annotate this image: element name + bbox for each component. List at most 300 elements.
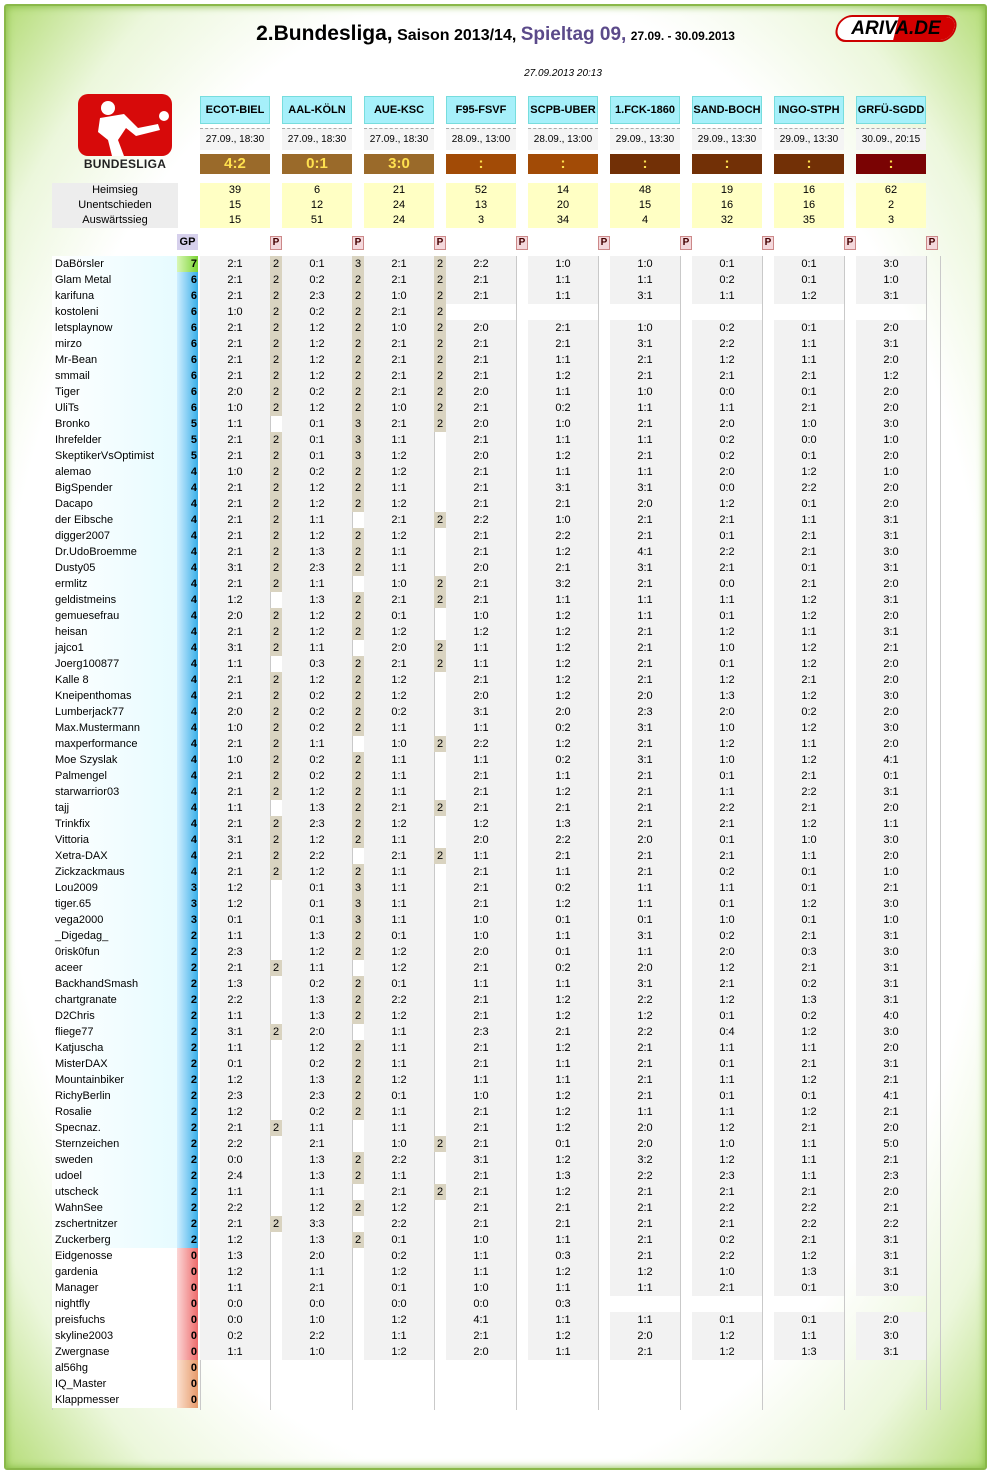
away-win-count: 35 <box>774 213 844 228</box>
tip-cell: 2:1 <box>200 768 270 784</box>
tip-cell: 0:2 <box>528 960 598 976</box>
tip-cell: 1:1 <box>364 1104 434 1120</box>
player-row <box>52 1168 940 1184</box>
tip-cell: 2:1 <box>610 864 680 880</box>
player-name[interactable]: utscheck <box>52 1184 177 1200</box>
tip-cell: 1:0 <box>282 1344 352 1360</box>
player-name[interactable]: Lou2009 <box>52 880 177 896</box>
player-name[interactable]: tajj <box>52 800 177 816</box>
tip-cell: 1:2 <box>528 1104 598 1120</box>
tip-cell: 1:2 <box>610 1008 680 1024</box>
player-name[interactable]: der Eibsche <box>52 512 177 528</box>
tip-cell: 1:2 <box>692 960 762 976</box>
match-header[interactable]: GRFÜ-SGDD <box>856 96 926 124</box>
points-cell: 2 <box>434 656 446 672</box>
player-name[interactable]: Dacapo <box>52 496 177 512</box>
player-name[interactable]: RichyBerlin <box>52 1088 177 1104</box>
player-gp: 2 <box>177 1232 198 1248</box>
tip-cell: 2:0 <box>856 384 926 400</box>
match-header[interactable]: INGO-STPH <box>774 96 844 124</box>
tip-cell: 1:1 <box>364 784 434 800</box>
tip-cell: 1:1 <box>200 656 270 672</box>
player-gp: 4 <box>177 720 198 736</box>
tip-cell: 2:1 <box>446 1216 516 1232</box>
player-name[interactable]: starwarrior03 <box>52 784 177 800</box>
tip-cell: 1:2 <box>774 464 844 480</box>
tip-cell: 1:3 <box>282 800 352 816</box>
match-header[interactable]: AAL-KÖLN <box>282 96 352 124</box>
player-name[interactable]: letsplaynow <box>52 320 177 336</box>
tip-cell: 2:1 <box>610 352 680 368</box>
player-name[interactable]: UliTs <box>52 400 177 416</box>
tip-cell: 1:3 <box>774 1344 844 1360</box>
player-name[interactable]: Manager <box>52 1280 177 1296</box>
tip-cell: 2:1 <box>446 1120 516 1136</box>
player-name[interactable]: 0risk0fun <box>52 944 177 960</box>
player-name[interactable]: fliege77 <box>52 1024 177 1040</box>
player-name[interactable]: zschertnitzer <box>52 1216 177 1232</box>
tip-cell: 2:0 <box>610 960 680 976</box>
tip-cell: 1:2 <box>364 944 434 960</box>
tip-cell: 1:2 <box>528 368 598 384</box>
match-date: 29.09., 13:30 <box>692 128 762 150</box>
tip-cell: 2:1 <box>364 1184 434 1200</box>
tip-cell: 1:1 <box>610 944 680 960</box>
tip-cell: 0:2 <box>364 1248 434 1264</box>
tip-cell: 1:2 <box>528 736 598 752</box>
tip-cell: 2:0 <box>692 416 762 432</box>
tip-cell: 2:0 <box>856 848 926 864</box>
tip-cell: 1:1 <box>610 400 680 416</box>
tip-cell: 1:2 <box>282 528 352 544</box>
tip-cell: 2:1 <box>200 816 270 832</box>
player-row <box>52 1392 940 1408</box>
player-name[interactable]: Moe Szyslak <box>52 752 177 768</box>
tip-cell: 2:2 <box>692 800 762 816</box>
player-name[interactable]: Ihrefelder <box>52 432 177 448</box>
player-gp: 4 <box>177 752 198 768</box>
player-name[interactable]: DaBörsler <box>52 256 177 272</box>
tip-cell: 1:1 <box>610 272 680 288</box>
home-win-count: 19 <box>692 183 762 198</box>
player-name[interactable]: tiger.65 <box>52 896 177 912</box>
tip-cell: 1:1 <box>610 608 680 624</box>
points-cell: 2 <box>352 1088 364 1104</box>
player-gp: 4 <box>177 480 198 496</box>
tip-cell: 1:2 <box>528 640 598 656</box>
tip-cell: 3:1 <box>856 1344 926 1360</box>
player-name[interactable]: WahnSee <box>52 1200 177 1216</box>
tip-cell: 1:1 <box>692 592 762 608</box>
player-name[interactable]: Kneipenthomas <box>52 688 177 704</box>
player-gp: 2 <box>177 1072 198 1088</box>
player-gp: 4 <box>177 592 198 608</box>
tip-cell: 1:2 <box>528 1120 598 1136</box>
tip-cell: 0:1 <box>774 256 844 272</box>
tip-cell: 1:1 <box>282 576 352 592</box>
tip-cell: 2:0 <box>610 1328 680 1344</box>
tip-cell: 2:1 <box>200 864 270 880</box>
home-win-count: 52 <box>446 183 516 198</box>
player-row <box>52 1280 940 1296</box>
tip-cell: 3:3 <box>282 1216 352 1232</box>
player-name[interactable]: Sternzeichen <box>52 1136 177 1152</box>
player-row <box>52 640 940 656</box>
tip-cell: 2:2 <box>364 1152 434 1168</box>
home-win-count: 16 <box>774 183 844 198</box>
player-name[interactable]: Vittoria <box>52 832 177 848</box>
player-name[interactable]: Katjuscha <box>52 1040 177 1056</box>
tip-cell: 1:1 <box>200 1040 270 1056</box>
tip-cell: 0:1 <box>282 912 352 928</box>
points-cell: 2 <box>352 768 364 784</box>
player-name[interactable]: IQ_Master <box>52 1376 177 1392</box>
tip-cell: 1:0 <box>446 1088 516 1104</box>
tip-cell: 2:1 <box>692 560 762 576</box>
points-cell: 2 <box>352 688 364 704</box>
player-row <box>52 1152 940 1168</box>
tip-cell: 2:0 <box>856 800 926 816</box>
player-gp: 4 <box>177 832 198 848</box>
player-name[interactable]: D2Chris <box>52 1008 177 1024</box>
player-gp: 2 <box>177 944 198 960</box>
tip-cell: 1:2 <box>692 1328 762 1344</box>
tip-cell: 2:2 <box>610 1024 680 1040</box>
player-name[interactable]: smmail <box>52 368 177 384</box>
tip-cell: 0:2 <box>774 704 844 720</box>
tip-cell: 1:1 <box>774 848 844 864</box>
player-row <box>52 608 940 624</box>
tip-cell: 0:0 <box>282 1296 352 1312</box>
player-name[interactable]: kostoleni <box>52 304 177 320</box>
player-name[interactable]: Max.Mustermann <box>52 720 177 736</box>
tip-cell: 1:1 <box>774 1168 844 1184</box>
match-score: : <box>856 154 926 174</box>
player-name[interactable]: Zwergnase <box>52 1344 177 1360</box>
tip-cell: 1:3 <box>692 688 762 704</box>
points-cell: 2 <box>270 336 282 352</box>
tip-cell: 2:1 <box>200 960 270 976</box>
tip-cell: 2:1 <box>200 624 270 640</box>
tip-cell: 1:1 <box>774 336 844 352</box>
player-name[interactable]: Klappmesser <box>52 1392 177 1408</box>
tip-cell: 1:1 <box>364 432 434 448</box>
points-cell: 2 <box>352 1040 364 1056</box>
tip-cell: 0:1 <box>282 256 352 272</box>
player-name[interactable]: MisterDAX <box>52 1056 177 1072</box>
home-win-count: 48 <box>610 183 680 198</box>
player-gp: 5 <box>177 416 198 432</box>
player-name[interactable]: Eidgenosse <box>52 1248 177 1264</box>
points-cell: 3 <box>352 880 364 896</box>
tip-cell: 0:1 <box>200 912 270 928</box>
player-name[interactable]: BackhandSmash <box>52 976 177 992</box>
tip-cell: 1:1 <box>446 720 516 736</box>
tip-cell: 2:1 <box>692 512 762 528</box>
player-row <box>52 1056 940 1072</box>
tip-cell: 1:0 <box>692 1136 762 1152</box>
player-gp: 2 <box>177 1024 198 1040</box>
tip-cell: 2:1 <box>692 1280 762 1296</box>
player-name[interactable]: Mr-Bean <box>52 352 177 368</box>
player-name[interactable]: Joerg100877 <box>52 656 177 672</box>
points-cell: 2 <box>352 496 364 512</box>
tip-cell: 1:2 <box>282 672 352 688</box>
tip-cell: 1:1 <box>364 864 434 880</box>
tip-cell: 0:3 <box>528 1248 598 1264</box>
tip-cell: 2:2 <box>446 512 516 528</box>
player-name[interactable]: heisan <box>52 624 177 640</box>
player-name[interactable]: alemao <box>52 464 177 480</box>
tip-cell: 2:1 <box>446 864 516 880</box>
points-cell: 2 <box>270 448 282 464</box>
tip-cell: 2:1 <box>446 336 516 352</box>
tip-cell: 1:1 <box>446 752 516 768</box>
auswaertssieg-label: Auswärtssieg <box>52 213 178 228</box>
tip-cell: 0:1 <box>282 416 352 432</box>
match-score: 0:1 <box>282 154 352 174</box>
points-cell: 2 <box>352 368 364 384</box>
tip-cell: 4:1 <box>446 1312 516 1328</box>
points-cell: 2 <box>352 1200 364 1216</box>
tip-cell: 2:1 <box>610 1344 680 1360</box>
tip-cell: 0:3 <box>528 1296 598 1312</box>
player-name[interactable]: chartgranate <box>52 992 177 1008</box>
player-name[interactable]: sweden <box>52 1152 177 1168</box>
tip-cell: 1:0 <box>856 432 926 448</box>
away-win-count: 15 <box>200 213 270 228</box>
player-name[interactable]: Lumberjack77 <box>52 704 177 720</box>
tip-cell: 1:1 <box>446 848 516 864</box>
tip-cell: 1:2 <box>282 624 352 640</box>
points-cell: 2 <box>352 784 364 800</box>
player-name[interactable]: Specnaz. <box>52 1120 177 1136</box>
player-gp: 4 <box>177 640 198 656</box>
tip-cell: 1:3 <box>774 992 844 1008</box>
tip-cell: 3:0 <box>856 688 926 704</box>
player-name[interactable]: mirzo <box>52 336 177 352</box>
tip-cell: 2:1 <box>610 1184 680 1200</box>
tip-cell: 2:1 <box>610 448 680 464</box>
player-name[interactable]: Tiger <box>52 384 177 400</box>
player-gp: 2 <box>177 1184 198 1200</box>
tip-cell: 2:0 <box>610 832 680 848</box>
tip-cell: 1:2 <box>282 400 352 416</box>
points-cell: 2 <box>270 608 282 624</box>
points-flag: P <box>680 236 692 250</box>
player-name[interactable]: jajco1 <box>52 640 177 656</box>
player-name[interactable]: _Digedag_ <box>52 928 177 944</box>
tip-cell: 1:3 <box>528 1168 598 1184</box>
player-gp: 4 <box>177 736 198 752</box>
tip-cell: 1:2 <box>364 528 434 544</box>
points-cell: 2 <box>270 832 282 848</box>
player-name[interactable]: Trinkfix <box>52 816 177 832</box>
tip-cell: 1:1 <box>364 720 434 736</box>
player-name[interactable]: nightfly <box>52 1296 177 1312</box>
tip-cell: 1:3 <box>282 928 352 944</box>
tip-cell: 2:2 <box>282 1328 352 1344</box>
player-gp: 6 <box>177 384 198 400</box>
tip-cell: 1:2 <box>364 1344 434 1360</box>
player-row <box>52 752 940 768</box>
player-name[interactable]: Zickzackmaus <box>52 864 177 880</box>
tip-cell: 2:2 <box>200 992 270 1008</box>
player-name[interactable]: ermlitz <box>52 576 177 592</box>
tip-cell: 1:1 <box>282 960 352 976</box>
match-date: 28.09., 13:00 <box>446 128 516 150</box>
match-header[interactable]: SAND-BOCH <box>692 96 762 124</box>
tip-cell: 2:1 <box>774 400 844 416</box>
tip-cell: 2:0 <box>856 1040 926 1056</box>
player-name[interactable]: maxperformance <box>52 736 177 752</box>
player-name[interactable]: gardenia <box>52 1264 177 1280</box>
points-cell: 2 <box>352 320 364 336</box>
points-flag: P <box>926 236 938 250</box>
match-header[interactable]: AUE-KSC <box>364 96 434 124</box>
player-row <box>52 336 940 352</box>
tip-cell: 1:1 <box>528 384 598 400</box>
player-name[interactable]: Zuckerberg <box>52 1232 177 1248</box>
away-win-count: 3 <box>446 213 516 228</box>
tip-cell: 2:0 <box>856 1184 926 1200</box>
player-name[interactable]: Rosalie <box>52 1104 177 1120</box>
tip-cell: 2:1 <box>364 592 434 608</box>
player-name[interactable]: skyline2003 <box>52 1328 177 1344</box>
tip-cell: 0:1 <box>692 896 762 912</box>
tip-cell: 2:1 <box>446 880 516 896</box>
tip-cell: 2:1 <box>200 1120 270 1136</box>
tip-cell: 1:2 <box>774 1104 844 1120</box>
player-gp: 2 <box>177 992 198 1008</box>
points-cell: 2 <box>352 1104 364 1120</box>
player-name[interactable]: karifuna <box>52 288 177 304</box>
player-row <box>52 480 940 496</box>
tip-cell: 2:1 <box>446 480 516 496</box>
tip-cell: 1:2 <box>528 1040 598 1056</box>
points-cell: 2 <box>434 848 446 864</box>
tip-cell: 1:1 <box>364 1120 434 1136</box>
player-name[interactable]: udoel <box>52 1168 177 1184</box>
player-name[interactable]: Glam Metal <box>52 272 177 288</box>
player-name[interactable]: Kalle 8 <box>52 672 177 688</box>
tip-cell: 1:0 <box>446 1232 516 1248</box>
player-name[interactable]: Bronko <box>52 416 177 432</box>
points-cell: 2 <box>270 256 282 272</box>
tip-cell: 1:2 <box>692 736 762 752</box>
tip-cell: 1:0 <box>692 640 762 656</box>
tip-cell: 2:1 <box>446 1008 516 1024</box>
player-name[interactable]: al56hg <box>52 1360 177 1376</box>
player-gp: 4 <box>177 560 198 576</box>
tip-cell: 3:1 <box>610 752 680 768</box>
player-name[interactable]: Xetra-DAX <box>52 848 177 864</box>
tip-cell: 2:1 <box>610 800 680 816</box>
tip-cell: 1:3 <box>282 992 352 1008</box>
player-name[interactable]: geldistmeins <box>52 592 177 608</box>
tip-cell: 2:1 <box>364 800 434 816</box>
tip-cell: 3:1 <box>856 512 926 528</box>
tip-cell: 0:1 <box>528 944 598 960</box>
player-name[interactable]: preisfuchs <box>52 1312 177 1328</box>
tip-cell: 2:1 <box>446 368 516 384</box>
tip-cell: 1:1 <box>364 1168 434 1184</box>
tip-cell: 0:1 <box>692 1312 762 1328</box>
player-name[interactable]: SkeptikerVsOptimist <box>52 448 177 464</box>
player-name[interactable]: aceer <box>52 960 177 976</box>
tip-cell: 1:1 <box>528 768 598 784</box>
tip-cell: 1:2 <box>200 592 270 608</box>
tip-cell: 0:2 <box>692 864 762 880</box>
player-row <box>52 512 940 528</box>
player-name[interactable]: Palmengel <box>52 768 177 784</box>
match-header[interactable]: 1.FCK-1860 <box>610 96 680 124</box>
tip-cell: 1:1 <box>774 352 844 368</box>
points-cell: 2 <box>434 272 446 288</box>
player-gp: 0 <box>177 1392 198 1408</box>
tip-cell: 2:0 <box>856 320 926 336</box>
match-header[interactable]: F95-FSVF <box>446 96 516 124</box>
points-cell: 2 <box>270 480 282 496</box>
player-gp: 4 <box>177 704 198 720</box>
tip-cell: 2:2 <box>774 784 844 800</box>
player-name[interactable]: Dr.UdoBroemme <box>52 544 177 560</box>
tip-cell: 0:1 <box>364 1280 434 1296</box>
tip-cell: 2:0 <box>856 400 926 416</box>
tip-cell: 2:1 <box>446 960 516 976</box>
tip-cell: 1:0 <box>200 464 270 480</box>
player-gp: 2 <box>177 1216 198 1232</box>
tip-cell: 0:1 <box>528 912 598 928</box>
player-name[interactable]: vega2000 <box>52 912 177 928</box>
matchday-label: Spieltag 09, <box>520 24 627 45</box>
home-win-count: 14 <box>528 183 598 198</box>
player-name[interactable]: Mountainbiker <box>52 1072 177 1088</box>
match-header[interactable]: ECOT-BIEL <box>200 96 270 124</box>
match-header[interactable]: SCPB-UBER <box>528 96 598 124</box>
tip-cell: 2:2 <box>528 528 598 544</box>
tip-cell: 2:1 <box>200 336 270 352</box>
player-name[interactable]: Dusty05 <box>52 560 177 576</box>
player-name[interactable]: BigSpender <box>52 480 177 496</box>
player-name[interactable]: digger2007 <box>52 528 177 544</box>
player-name[interactable]: gemuesefrau <box>52 608 177 624</box>
tip-cell: 2:1 <box>446 432 516 448</box>
ariva-logo[interactable] <box>833 15 960 42</box>
tip-cell: 1:2 <box>528 688 598 704</box>
tip-cell: 1:0 <box>364 1136 434 1152</box>
points-cell: 2 <box>352 1152 364 1168</box>
tip-cell: 1:2 <box>364 816 434 832</box>
tip-cell: 3:0 <box>856 832 926 848</box>
tip-cell: 2:0 <box>856 608 926 624</box>
tip-cell: 0:1 <box>774 880 844 896</box>
tip-cell: 2:1 <box>528 848 598 864</box>
tip-cell: 1:2 <box>774 720 844 736</box>
tip-cell: 1:2 <box>446 816 516 832</box>
tip-cell: 2:3 <box>282 560 352 576</box>
points-cell: 2 <box>434 576 446 592</box>
points-cell: 2 <box>352 400 364 416</box>
points-cell: 2 <box>352 832 364 848</box>
player-row <box>52 720 940 736</box>
player-gp: 5 <box>177 448 198 464</box>
tip-cell: 1:2 <box>528 1152 598 1168</box>
points-cell: 2 <box>270 864 282 880</box>
tip-cell: 1:1 <box>446 1248 516 1264</box>
tip-cell: 2:0 <box>610 688 680 704</box>
tip-cell: 1:0 <box>364 736 434 752</box>
